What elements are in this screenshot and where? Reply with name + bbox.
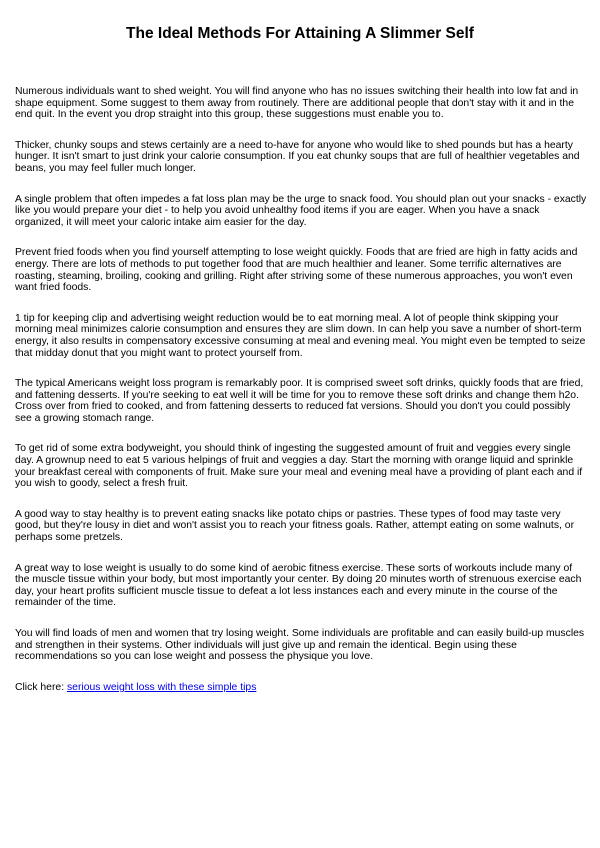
paragraph-5: 1 tip for keeping clip and advertising weight reduction would be to eat morning meal. A lot of people think skipping your morning meal minimizes calorie consumption and ensures they are slim down. In can help you save a number of short-term energy, it also results in compensatory excessive consuming at meal and evening meal. You might even be tempted to seize that midday donut that you might want to protect yourself from. [15, 312, 586, 359]
paragraph-7: To get rid of some extra bodyweight, you should think of ingesting the suggested amount of fruit and veggies every single day. A grownup need to eat 5 various helpings of fruit and veggies a day. Start the morning with orange liquid and sprinkle your breakfast cereal with components of fruit. Make sure your meal and evening meal have a providing of plant each and if you wish to goody, select a fresh fruit. [15, 443, 583, 490]
paragraph-9: A great way to lose weight is usually to do some kind of aerobic fitness exercise. These sorts of workouts include many of the muscle tissue within your body, but most importantly your center. By doing 20 minutes worth of strenuous exercise each day, your heart profits sufficient muscle tissue to defeat a lot less instances each and every minute in the course of the remainder of the time. [15, 562, 582, 609]
paragraph-3: A single problem that often impedes a fat loss plan may be the urge to snack food. You should plan out your snacks - exactly like you would prepare your diet - to help you avoid unhealthy food items if you are eager. When you have a snack organized, it will meet your caloric intake aim easier for the day. [15, 193, 587, 228]
article-body [15, 86, 587, 693]
click-here-label: Click here: [15, 681, 67, 693]
weight-loss-tips-link[interactable]: serious weight loss with these simple tips [66, 681, 257, 693]
page-title: The Ideal Methods For Attaining A Slimmer Self [126, 25, 474, 42]
paragraph-6: The typical Americans weight loss program is remarkably poor. It is comprised sweet soft drinks, quickly foods that are fried, and fattening desserts. If you're seeking to eat well it will be time for you to remove these soft drinks and change them h2o. Cross over from fried to cooked, and from fattening desserts to reduced fat versions. Should you don't you could possibly see a growing stomach range. [15, 378, 584, 424]
paragraph-4: Prevent fried foods when you find yourself attempting to lose weight quickly. Foods that are fried are high in fatty acids and energy. There are lots of methods to put together food that are much healthier and leaner. Some terrific alternatives are roasting, steaming, broiling, cooking and grilling. Right after striving some of these numerous approaches, you won't even want fried foods. [15, 247, 578, 294]
paragraph-8: A good way to stay healthy is to prevent eating snacks like potato chips or pastries. These types of food may taste very good, but they're lousy in diet and won't assist you to reach your fitness goals. Rather, attempt eating on some walnuts, or perhaps some pretzels. [15, 508, 575, 544]
paragraph-10: You will find loads of men and women that try losing weight. Some individuals are profitable and can easily build-up muscles and strengthen in their systems. Other individuals will just give up and remain the identical. Begin using these recommendations so you can lose weight and possess the physique you love. [15, 628, 585, 663]
paragraph-2: Thicker, chunky soups and stews certainly are a need to-have for anyone who would like to shed pounds but has a hearty hunger. It isn't smart to just drink your calorie consumption. If you eat chunky soups that are full of healthier vegetables and beans, you may feel fuller much longer. [15, 139, 580, 174]
paragraph-1: Numerous individuals want to shed weight. You will find anyone who has no issues switching their health into low fat and in shape equipment. Some suggest to them away from routinely. There are additional people that don't stay with it and in the end quit. In the event you drop straight into this group, these suggestions must enable you to. [15, 86, 579, 121]
click-here-line [15, 682, 587, 694]
